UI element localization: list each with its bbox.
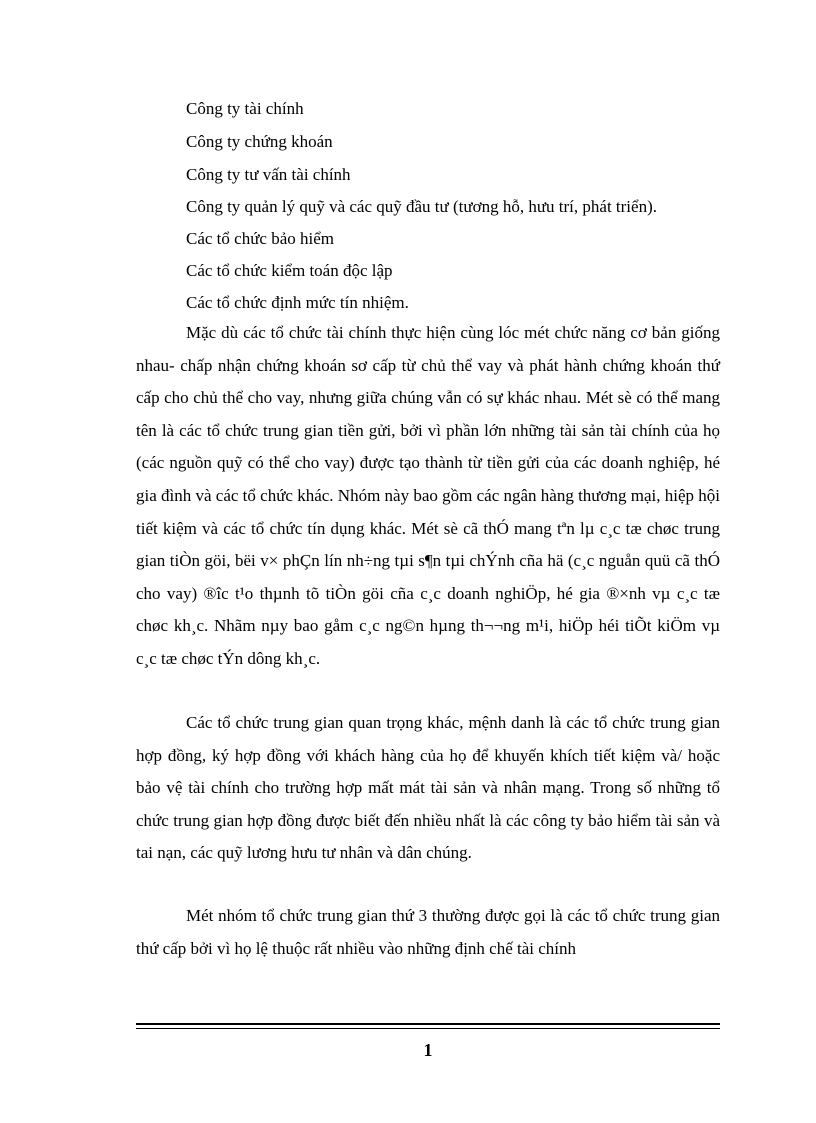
list-item: Công ty tư vấn tài chính: [186, 165, 351, 184]
list-item: Các tổ chức định mức tín nhiệm.: [186, 293, 409, 312]
list-item: Công ty tài chính: [186, 99, 304, 118]
footer-rule-thin: [136, 1028, 720, 1029]
list-item: Các tổ chức bảo hiểm: [186, 229, 334, 248]
list-item: Công ty quản lý quỹ và các quỹ đầu tư (tương hỗ, hưu trí, phát triển).: [186, 197, 657, 216]
page-number: 1: [423, 1040, 433, 1060]
list-item: Các tổ chức kiểm toán độc lập: [186, 261, 393, 280]
paragraph-secondary-intermediaries: Mét nhóm tổ chức trung gian thứ 3 thường được gọi là các tổ chức trung gian thứ cấp bởi vì họ lệ thuộc rất nhiều vào những định chế tài chính: [136, 906, 720, 958]
paragraph-depository-intermediaries: Mặc dù các tổ chức tài chính thực hiện cùng lóc mét chức năng cơ bản giống nhau- chấp nhận chứng khoán sơ cấp từ chủ thể vay và phát hành chứng khoán thứ cấp cho chủ thể cho vay, nhưng giữa chúng vẫn có sự khác nhau. Mét sè có thể mang tên là các tổ chức trung gian tiền gửi, bởi vì phần lớn những tài sản tài chính của họ (các nguồn quỹ có thể cho vay) được tạo thành từ tiền gửi của các doanh nghiệp, hé gia đình và các tổ chức khác. Nhóm này bao gồm các ngân hàng thương mại, hiệp hội tiết kiệm và các tổ chức tín dụng khác. Mét sè cã thÓ mang tªn lµ c¸c tæ chøc trung gian tiÒn göi, bëi v× phÇn lín nh÷ng tµi s¶n tµi chÝnh cña hä (c¸c nguån quü cã thÓ cho vay) ®îc t¹o thµnh tõ tiÒn göi cña c¸c doanh nghiÖp, hé gia ®×nh vµ c¸c tæ chøc kh¸c. Nhãm nµy bao gåm c¸c ng©n hµng th¬¬ng m¹i, hiÖp héi tiÕt kiÖm vµ c¸c tæ chøc tÝn dông kh¸c.: [136, 323, 720, 668]
footer-rule-thick: [136, 1023, 720, 1025]
paragraph-contractual-intermediaries: Các tổ chức trung gian quan trọng khác, mệnh danh là các tổ chức trung gian hợp đồng, ký hợp đồng với khách hàng của họ để khuyến khích tiết kiệm và/ hoặc bảo vệ tài chính cho trường hợp mất mát tài sản và nhân mạng. Trong số những tổ chức trung gian hợp đồng được biết đến nhiều nhất là các công ty bảo hiểm tài sản và tai nạn, các quỹ lương hưu tư nhân và dân chúng.: [136, 713, 720, 863]
list-item: Công ty chứng khoán: [186, 132, 333, 151]
